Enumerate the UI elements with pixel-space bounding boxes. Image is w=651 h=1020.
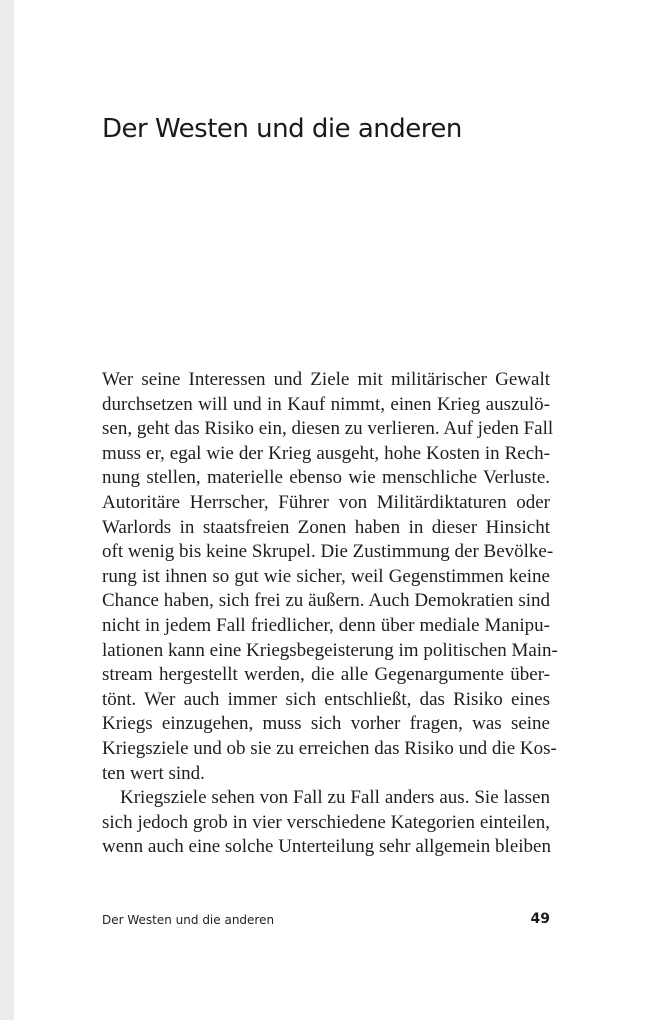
text-line: lationen kann eine Kriegsbegeisterung im politischen Main- [102, 639, 558, 661]
chapter-title: Der Westen und die anderen [102, 114, 462, 144]
text-line: wenn auch eine solche Unterteilung sehr allgemein bleiben [102, 836, 551, 858]
text-line: oft wenig bis keine Skrupel. Die Zustimmung der Bevölke- [102, 541, 554, 563]
text-line: Kriegs einzugehen, muss sich vorher fragen, was seine [102, 713, 550, 735]
text-line: stream hergestellt werden, die alle Gegenargumente über- [102, 664, 550, 686]
text-line: tönt. Wer auch immer sich entschließt, das Risiko eines [102, 688, 550, 710]
paragraph-2 [102, 786, 550, 860]
text-line: nicht in jedem Fall friedlicher, denn über mediale Manipu- [102, 614, 550, 636]
page-edge-strip [0, 0, 14, 1020]
text-line: Kriegsziele und ob sie zu erreichen das Risiko und die Kos- [102, 737, 557, 759]
book-page [14, 0, 651, 1020]
text-line: rung ist ihnen so gut wie sicher, weil Gegenstimmen keine [102, 565, 550, 587]
text-line: Autoritäre Herrscher, Führer von Militärdiktaturen oder [102, 491, 550, 513]
paragraph-1 [102, 368, 558, 786]
text-line: ten wert sind. [102, 762, 205, 784]
text-line: muss er, egal wie der Krieg ausgeht, hohe Kosten in Rech- [102, 442, 550, 464]
text-line: nung stellen, materielle ebenso wie menschliche Verluste. [102, 467, 550, 489]
text-line: Warlords in staatsfreien Zonen haben in dieser Hinsicht [102, 516, 550, 538]
text-line: durchsetzen will und in Kauf nimmt, einen Krieg auszulö- [102, 393, 550, 415]
text-line: sich jedoch grob in vier verschiedene Kategorien einteilen, [102, 811, 550, 833]
text-line: Kriegsziele sehen von Fall zu Fall anders aus. Sie lassen [120, 787, 550, 809]
page-number: 49 [530, 911, 550, 927]
text-line: Wer seine Interessen und Ziele mit militärischer Gewalt [102, 369, 550, 390]
body-text [102, 368, 558, 860]
running-footer-title: Der Westen und die anderen [102, 913, 275, 927]
text-line: sen, geht das Risiko ein, diesen zu verlieren. Auf jeden Fall [102, 418, 554, 440]
text-line: Chance haben, sich frei zu äußern. Auch Demokratien sind [102, 590, 550, 612]
